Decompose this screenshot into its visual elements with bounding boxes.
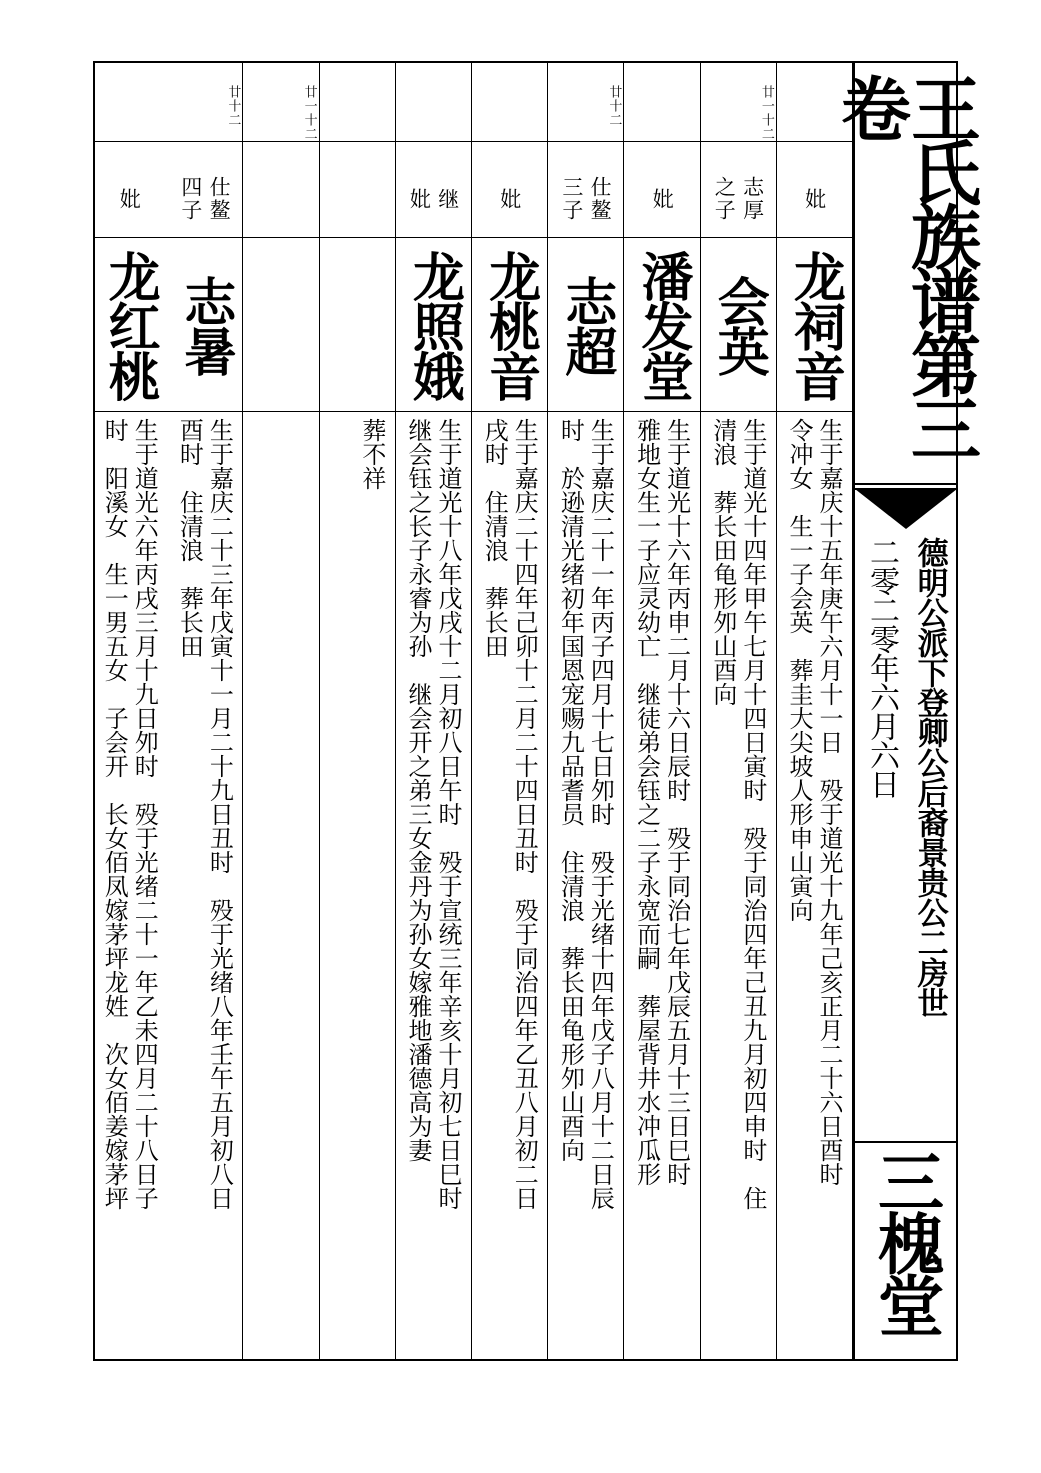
person-name-text: 会英 [708,275,770,375]
generation-label: 廿十二 [225,85,241,127]
person-name [243,245,318,405]
relation-label-text: 妣 [650,187,675,211]
relation-label [91,159,167,239]
title-panel [829,61,983,1361]
person-name-text: 龙红桃 [99,250,161,400]
branch-line: 德明公派下登卿公后裔景贵公二房世 [911,537,948,1017]
person-name [472,245,547,405]
relation-label [243,159,318,239]
person-column [243,63,319,1359]
relation-label-text: 妣 [802,187,827,211]
relation-label [167,159,242,239]
person-name-text: 龙桃音 [479,250,541,400]
person-name-text: 龙祠音 [784,250,846,400]
person-column [91,63,167,1359]
person-column [396,63,472,1359]
person-column [320,63,396,1359]
biography-text: 生于道光十四年甲午七月十四日寅时 殁于同治四年己丑九月初四申时 住 清浪 葬长田龟形夘山酉向 [708,418,767,1210]
person-column [701,63,777,1359]
biography-text: 生于嘉庆二十四年己卯十二月二十四日丑时 殁于同治四年乙丑八月初二日 戌时 住清浪 葬长田 [480,418,539,1210]
relation-label [396,159,471,239]
person-column [624,63,700,1359]
hall-divider [855,1141,956,1143]
relation-label [701,159,776,239]
relation-label-text: 仕鳌 四子 [178,176,232,222]
generation-label: 廿一十二 [758,85,774,141]
biography-text: 葬不祥 [357,418,386,490]
person-name [91,245,167,405]
person-name [167,245,242,405]
person-name [624,245,699,405]
hall-name: 三槐堂 [866,1148,945,1334]
person-name-text: 龙照娥 [403,250,465,400]
generation-label: 廿一十二 [301,85,317,141]
biography-text: 生于道光十八年戊戌十二月初八日午时 殁于宣统三年辛亥十月初七日巳时 继会钰之长子永睿为孙 继会开之弟三女金丹为孙女嫁雅地潘德高为妻 [404,418,462,1210]
person-column [548,63,624,1359]
book-title: 王氏族谱第三卷 [829,73,983,457]
genealogy-table [93,61,855,1361]
biography-text: 生于嘉庆十五年庚午六月十一日 殁于道光十九年己亥正月二十六日酉时 令冲女 生一子会英 葬圭大尖坡人形申山寅向 [785,418,843,1186]
edition-date: 二零二零年六月六日 [864,537,899,798]
generation-label: 廿十二 [606,85,622,127]
biography-text: 生于道光十六年丙申二月十六日辰时 殁于同治七年戊辰五月十三日巳时 雅地女生一子应灵幼亡 继徒弟会钰之二子永宽而嗣 葬屋背井水冲瓜形 [632,418,691,1186]
title-divider [855,483,956,485]
biography-text: 生于嘉庆二十三年戊寅十一月二十九日丑时 殁于光绪八年壬午五月初八日 酉时 住清浪 葬长田 [175,418,234,1210]
relation-label-text: 继 妣 [407,187,460,211]
relation-label-text: 妣 [497,187,522,211]
biography-text [251,418,310,1348]
relation-label [472,159,547,239]
person-column [472,63,548,1359]
relation-label-text: 志厚 之子 [712,176,765,222]
relation-label [548,159,623,239]
triangle-ornament [855,489,957,529]
person-column [167,63,243,1359]
person-name-text: 潘发堂 [632,250,694,400]
relation-label-text: 仕鳌 三子 [559,176,613,222]
relation-label-text: 妣 [117,187,142,211]
person-name [320,245,395,405]
relation-label [320,159,395,239]
person-name-text: 志超 [555,275,617,375]
person-name [548,245,623,405]
person-name-text: 志暑 [174,275,236,375]
person-name [396,245,471,405]
relation-label [624,159,699,239]
biography-text: 生于嘉庆二十一年丙子四月十七日夘时 殁于光绪十四年戊子八月十二日辰 时 於逊清光绪初年国恩宠赐九品耆员 住清浪 葬长田龟形夘山酉向 [556,418,615,1210]
person-name [701,245,776,405]
biography-text: 生于道光六年丙戌三月十九日夘时 殁于光绪二十一年乙未四月二十八日子 时 阳溪女 生一男五女 子会开 长女佰凤嫁茅坪龙姓 次女佰姜嫁茅坪 [100,418,159,1210]
